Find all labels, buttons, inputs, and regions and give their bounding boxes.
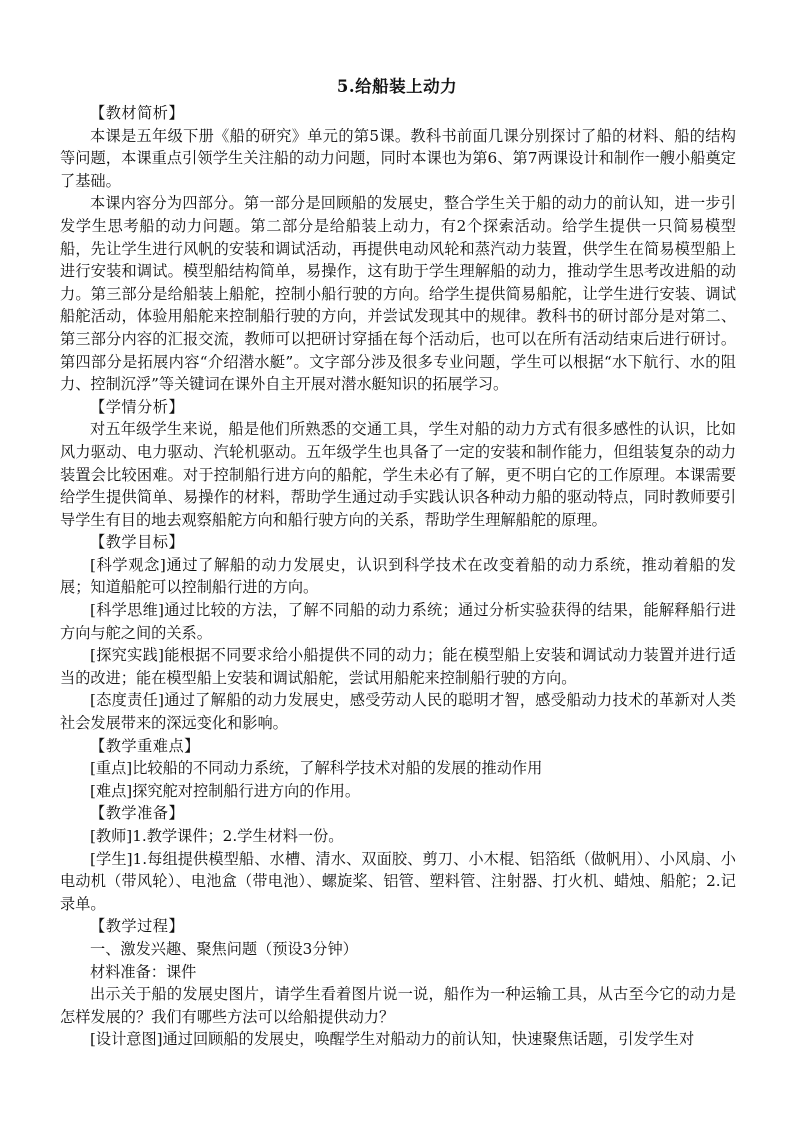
paragraph: [教师]1.教学课件；2.学生材料一份。 [90,827,344,845]
paragraph: [难点]探究舵对控制船行进方向的作用。 [90,781,361,800]
paragraph: [学生]1.每组提供模型船、水槽、清水、双面胶、剪刀、小木棍、铝箔纸（做帆用）、小风扇、小电动机（带风轮）、电池盒（带电池）、螺旋桨、铝管、塑料管、注射器、打火机、蜡烛、船舵；2.记录单。 [60,849,736,913]
paragraph: 材料准备：课件 [90,962,197,981]
paragraph: [态度责任]通过了解船的动力发展史，感受劳动人民的聪明才智，感受船动力技术的革新对人类社会发展带来的深远变化和影响。 [60,691,736,733]
section-heading: 【教材简析】 [90,104,185,122]
paragraph: 本课内容分为四部分。第一部分是回顾船的发展史，整合学生关于船的动力的前认知，进一步引发学生思考船的动力问题。第二部分是给船装上动力，有2个探索活动。给学生提供一只简易模型船，先让学生进行风帆的安装和调试活动，再提供电动风轮和蒸汽动力装置，供学生在简易模型船上进行安装和调试。模型船结构简单，易操作，这有助于学生理解船的动力，推动学生思考改进船的动力。第三部分是给船装上船舵，控制小船行驶的方向。给学生提供简易船舵，让学生进行安装、调试船舵活动，体验用船舵来控制船行驶的方向，并尝试发现其中的规律。教科书的研讨部分是对第二、第三部分内容的汇报交流，教师可以把研讨穿插在每个活动后，也可以在所有活动结束后进行研讨。第四部分是拓展内容“介绍潜水艇”。文字部分涉及很多专业问题，学生可以根据“水下航行、水的阻力、控制沉浮”等关键词在课外自主开展对潜水艇知识的拓展学习。 [60,194,736,394]
paragraph: [科学思维]通过比较的方法，了解不同船的动力系统；通过分析实验获得的结果，能解释船行进方向与舵之间的关系。 [60,601,736,642]
paragraph: 出示关于船的发展史图片，请学生看着图片说一说，船作为一种运输工具，从古至今它的动力是怎样发展的？我们有哪些方法可以给船提供动力？ [60,985,736,1026]
paragraph: 对五年级学生来说，船是他们所熟悉的交通工具，学生对船的动力方式有很多感性的认识，比如风力驱动、电力驱动、汽轮机驱动。五年级学生也具备了一定的安装和制作能力，但组装复杂的动力装置会比较困难。对于控制船行进方向的船舵，学生未必有了解，更不明白它的工作原理。本课需要给学生提供简单、易操作的材料，帮助学生通过动手实践认识各种动力船的驱动特点，同时教师要引导学生有目的地去观察船舵方向和船行驶方向的关系，帮助学生理解船舵的原理。 [60,420,736,529]
paragraph: 一、激发兴趣、聚焦问题（预设3分钟） [90,939,358,958]
section-heading: 【教学过程】 [90,917,185,936]
section-heading: 【学情分析】 [90,397,185,416]
paragraph: 本课是五年级下册《船的研究》单元的第5课。教科书前面几课分别探讨了船的材料、船的结构等问题，本课重点引领学生关注船的动力问题，同时本课也为第6、第7两课设计和制作一艘小船奠定了基础。 [60,126,736,190]
paragraph: [设计意图]通过回顾船的发展史，唤醒学生对船动力的前认知，快速聚焦话题，引发学生对 [90,1030,695,1049]
section-heading: 【教学准备】 [90,804,185,823]
paragraph: [重点]比较船的不同动力系统，了解科学技术对船的发展的推动作用 [90,759,543,778]
paragraph: [探究实践]能根据不同要求给小船提供不同的动力；能在模型船上安装和调试动力装置并进行适当的改进；能在模型船上安装和调试船舵，尝试用船舵来控制船行驶的方向。 [60,646,736,687]
document-title: 5.给船装上动力 [336,77,458,96]
paragraph: [科学观念]通过了解船的动力发展史，认识到科学技术在改变着船的动力系统，推动着船的发展；知道船舵可以控制船行进的方向。 [60,555,736,597]
section-heading: 【教学目标】 [90,533,185,552]
document-body [60,102,736,1051]
section-heading: 【教学重难点】 [90,736,200,755]
